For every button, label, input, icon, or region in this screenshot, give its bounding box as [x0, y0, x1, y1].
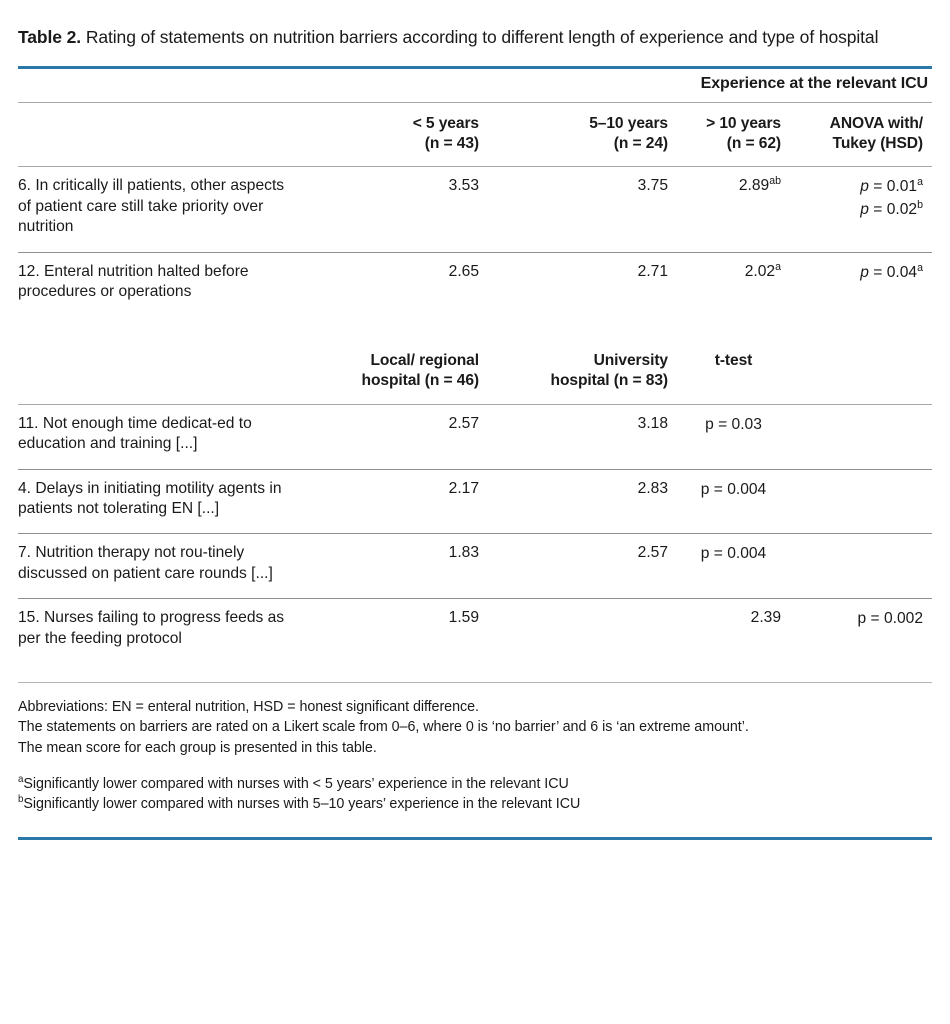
header-line1: Local/ regional [370, 352, 479, 370]
p-superscript: a [917, 261, 923, 274]
table-row [18, 404, 932, 469]
value-cell-over10 [677, 252, 790, 316]
column-header-row [18, 340, 932, 404]
value-cell-under5: 3.53 [307, 167, 488, 252]
bottom-accent-rule [18, 837, 932, 840]
value-cell-ttest: p = 0.03 [677, 404, 790, 469]
header-cell-blank-2 [790, 340, 932, 404]
footnote-b [18, 794, 932, 814]
group-header-row [18, 69, 932, 103]
header-line1: < 5 years [412, 115, 479, 133]
header-cell-ttest [677, 340, 790, 404]
header-line2: (n = 24) [613, 134, 668, 152]
p-value: = 0.02 [868, 200, 918, 218]
value-cell-extra: p = 0.002 [790, 599, 932, 663]
experience-table [18, 69, 932, 316]
value-cell-local: 2.57 [307, 404, 488, 469]
value-cell-university [488, 599, 677, 663]
value-text: 2.02 [744, 262, 776, 280]
header-line1: > 10 years [706, 115, 781, 133]
header-cell-blank [18, 340, 307, 404]
statement-cell: 15. Nurses failing to progress feeds as per the feeding protocol [18, 599, 307, 663]
value-superscript: ab [769, 175, 781, 188]
statement-cell: 11. Not enough time dedicat-ed to education and training [...] [18, 404, 307, 469]
p-italic: p [860, 178, 869, 196]
note-likert-scale: The statements on barriers are rated on a Likert scale from 0–6, where 0 is ‘no barrier’ and 6 is ‘an extreme amount’. [18, 719, 749, 736]
header-line2: hospital (n = 46) [361, 372, 479, 390]
column-header-row [18, 103, 932, 167]
value-cell-5to10: 2.71 [488, 252, 677, 316]
value-cell-anova [790, 167, 932, 252]
table-row [18, 252, 932, 316]
footnote-a-marker: a [18, 774, 24, 786]
value-cell-under5: 2.65 [307, 252, 488, 316]
p-superscript: a [917, 176, 923, 189]
header-cell-over10 [677, 103, 790, 167]
table-notes [18, 683, 932, 814]
value-cell-5to10: 3.75 [488, 167, 677, 252]
footnote-b-text: Significantly lower compared with nurses with 5–10 years’ experience in the relevant ICU [23, 796, 581, 813]
value-cell-university: 2.83 [488, 469, 677, 534]
table-row [18, 534, 932, 599]
header-line1: t-test [714, 352, 753, 370]
header-line1: University [593, 352, 668, 370]
p-value: = 0.01 [868, 178, 918, 196]
table-caption-label: Table 2. [18, 27, 82, 47]
p-italic: p [860, 263, 869, 281]
footnote-b-marker: b [18, 794, 24, 806]
header-cell-university [488, 340, 677, 404]
header-cell-under5 [307, 103, 488, 167]
statement-cell: 4. Delays in initiating motility agents in patients not tolerating EN [...] [18, 469, 307, 534]
table-gap [18, 316, 932, 340]
value-cell-extra [790, 404, 932, 469]
note-abbreviations: Abbreviations: EN = enteral nutrition, HSD = honest significant difference. [18, 699, 479, 716]
header-cell-blank [18, 103, 307, 167]
value-superscript: a [775, 260, 781, 273]
table-caption-text: Rating of statements on nutrition barriers according to different length of experience and type of hospital [81, 27, 879, 47]
header-line2: (n = 62) [726, 134, 781, 152]
header-cell-anova [790, 103, 932, 167]
header-line2: hospital (n = 83) [550, 372, 668, 390]
hospital-type-table [18, 340, 932, 663]
value-text: 2.89 [738, 177, 770, 195]
value-cell-ttest: p = 0.004 [677, 469, 790, 534]
note-mean-score: The mean score for each group is presented in this table. [18, 739, 377, 756]
header-line2: Tukey (HSD) [832, 134, 923, 152]
value-cell-ttest: p = 0.004 [677, 534, 790, 599]
p-italic: p [860, 200, 869, 218]
footnote-a-text: Significantly lower compared with nurses with < 5 years’ experience in the relevant ICU [23, 776, 569, 793]
value-cell-over10 [677, 167, 790, 252]
group-header-experience: Experience at the relevant ICU [700, 75, 928, 93]
header-line2: (n = 43) [424, 134, 479, 152]
value-cell-local: 1.59 [307, 599, 488, 663]
table-row [18, 599, 932, 663]
value-cell-extra [790, 534, 932, 599]
statement-cell: 6. In critically ill patients, other aspects of patient care still take priority over nutrition [18, 167, 307, 252]
statement-cell: 7. Nutrition therapy not rou-tinely discussed on patient care rounds [...] [18, 534, 307, 599]
footnote-a [18, 774, 932, 794]
value-cell-ttest: 2.39 [677, 599, 790, 663]
p-superscript: b [917, 198, 923, 211]
p-value: = 0.04 [868, 263, 918, 281]
value-cell-local: 2.17 [307, 469, 488, 534]
statement-cell: 12. Enteral nutrition halted before procedures or operations [18, 252, 307, 316]
header-line1: ANOVA with/ [829, 115, 923, 133]
table-row [18, 167, 932, 252]
table-caption [18, 0, 932, 49]
value-cell-university: 3.18 [488, 404, 677, 469]
value-cell-anova [790, 252, 932, 316]
value-cell-local: 1.83 [307, 534, 488, 599]
table-row [18, 469, 932, 534]
value-cell-university: 2.57 [488, 534, 677, 599]
value-cell-extra [790, 469, 932, 534]
header-cell-5to10 [488, 103, 677, 167]
header-line1: 5–10 years [589, 115, 668, 133]
header-cell-local-regional [307, 340, 488, 404]
